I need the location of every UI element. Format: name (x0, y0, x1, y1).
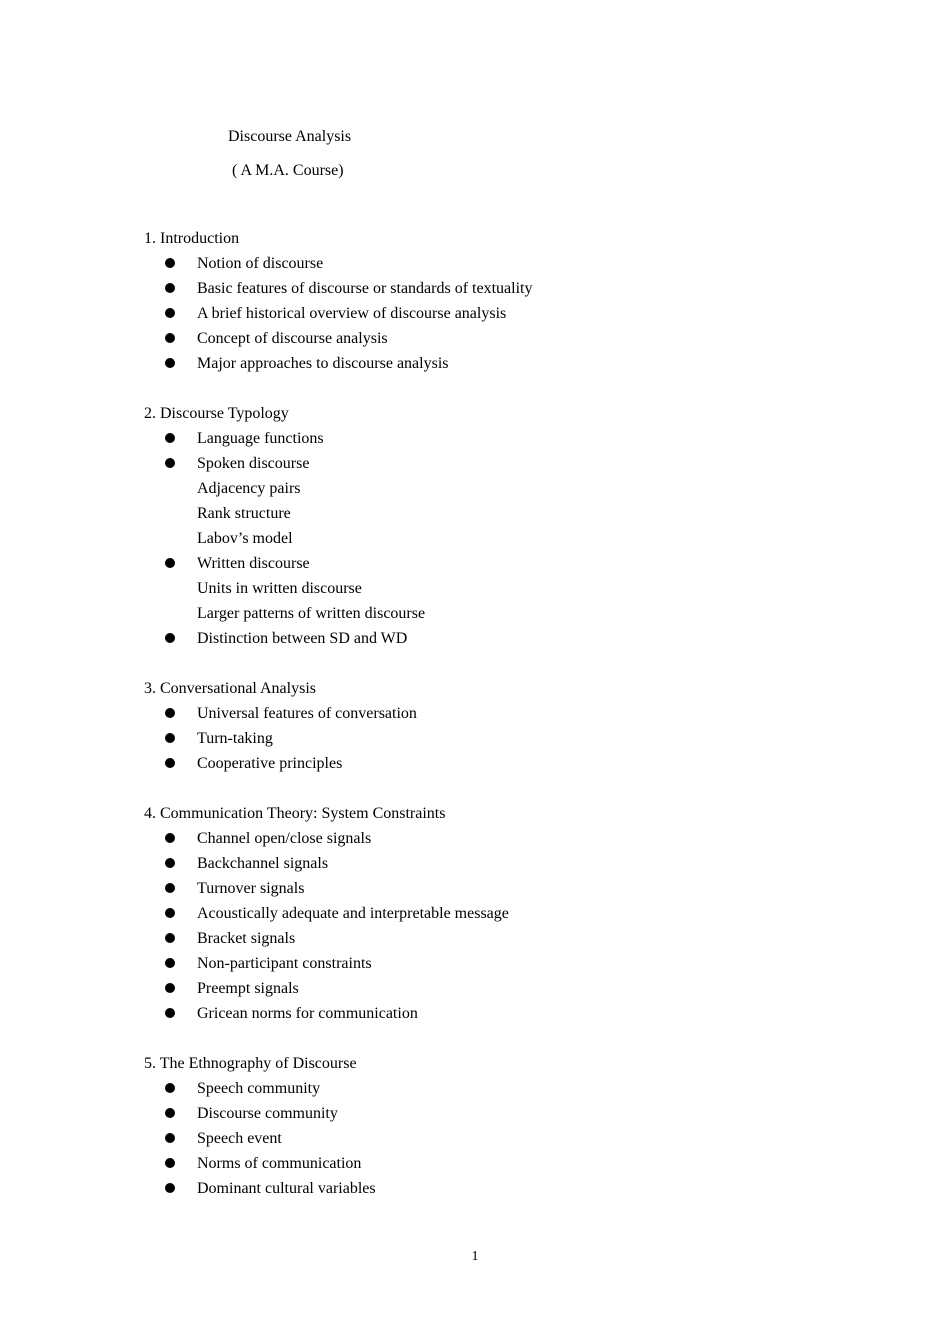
list-item (144, 1128, 844, 1153)
list-item (144, 328, 844, 353)
course-outline (144, 228, 844, 1228)
bullet-dot-icon (165, 283, 175, 293)
list-item (144, 1178, 844, 1203)
bullet-dot-icon (165, 558, 175, 568)
list-item (144, 928, 844, 953)
list-item-text: Gricean norms for communication (197, 1005, 418, 1022)
page-number: 1 (471, 1249, 479, 1264)
outline-section (144, 678, 844, 778)
list-item-text: Non-participant constraints (197, 955, 372, 972)
section-heading: 4. Communication Theory: System Constraints (144, 805, 446, 822)
list-item-text: Rank structure (197, 505, 291, 522)
bullet-dot-icon (165, 733, 175, 743)
list-item (144, 353, 844, 378)
list-item (144, 853, 844, 878)
list-item-text: Dominant cultural variables (197, 1180, 376, 1197)
bullet-dot-icon (165, 958, 175, 968)
bullet-dot-icon (165, 1158, 175, 1168)
bullet-dot-icon (165, 1133, 175, 1143)
list-item-text: Channel open/close signals (197, 830, 372, 847)
list-item (144, 878, 844, 903)
list-item-text: Backchannel signals (197, 855, 329, 872)
section-heading: 1. Introduction (144, 230, 240, 247)
list-item (144, 528, 844, 553)
list-item-text: Distinction between SD and WD (197, 630, 408, 647)
list-item-text: Norms of communication (197, 1155, 362, 1172)
list-item-text: A brief historical overview of discourse analysis (197, 305, 507, 322)
list-item (144, 1103, 844, 1128)
list-item-text: Language functions (197, 430, 324, 447)
list-item-text: Notion of discourse (197, 255, 324, 272)
bullet-dot-icon (165, 908, 175, 918)
list-item (144, 903, 844, 928)
outline-section (144, 403, 844, 653)
list-item (144, 728, 844, 753)
list-item (144, 1153, 844, 1178)
list-item (144, 628, 844, 653)
list-item (144, 453, 844, 478)
bullet-dot-icon (165, 1183, 175, 1193)
list-item (144, 278, 844, 303)
list-item-text: Discourse community (197, 1105, 338, 1122)
bullet-dot-icon (165, 1008, 175, 1018)
bullet-dot-icon (165, 708, 175, 718)
list-item-text: Turn-taking (197, 730, 273, 747)
bullet-dot-icon (165, 258, 175, 268)
list-item (144, 753, 844, 778)
list-item-text: Cooperative principles (197, 755, 343, 772)
list-item-text: Major approaches to discourse analysis (197, 355, 449, 372)
list-item-text: Labov’s model (197, 530, 293, 547)
bullet-dot-icon (165, 933, 175, 943)
list-item-text: Concept of discourse analysis (197, 330, 388, 347)
list-item (144, 253, 844, 278)
bullet-dot-icon (165, 883, 175, 893)
outline-section (144, 803, 844, 1028)
document-title: Discourse Analysis (228, 128, 352, 145)
section-heading: 3. Conversational Analysis (144, 680, 316, 697)
list-item (144, 978, 844, 1003)
bullet-dot-icon (165, 308, 175, 318)
outline-section (144, 228, 844, 378)
list-item (144, 603, 844, 628)
list-item (144, 703, 844, 728)
bullet-dot-icon (165, 358, 175, 368)
list-item (144, 578, 844, 603)
list-item-text: Speech event (197, 1130, 282, 1147)
bullet-dot-icon (165, 1108, 175, 1118)
list-item-text: Written discourse (197, 555, 310, 572)
list-item (144, 1003, 844, 1028)
bullet-dot-icon (165, 833, 175, 843)
list-item-text: Larger patterns of written discourse (197, 605, 426, 622)
list-item (144, 553, 844, 578)
bullet-dot-icon (165, 858, 175, 868)
list-item-text: Units in written discourse (197, 580, 362, 597)
list-item-text: Acoustically adequate and interpretable message (197, 905, 509, 922)
list-item (144, 1078, 844, 1103)
section-heading: 5. The Ethnography of Discourse (144, 1055, 357, 1072)
list-item-text: Bracket signals (197, 930, 296, 947)
list-item (144, 503, 844, 528)
list-item (144, 428, 844, 453)
list-item-text: Speech community (197, 1080, 321, 1097)
list-item (144, 303, 844, 328)
list-item-text: Spoken discourse (197, 455, 310, 472)
bullet-dot-icon (165, 1083, 175, 1093)
list-item (144, 478, 844, 503)
bullet-dot-icon (165, 333, 175, 343)
list-item-text: Preempt signals (197, 980, 299, 997)
list-item-text: Adjacency pairs (197, 480, 301, 497)
bullet-dot-icon (165, 458, 175, 468)
bullet-dot-icon (165, 983, 175, 993)
document-subtitle: ( A M.A. Course) (232, 162, 344, 179)
bullet-dot-icon (165, 758, 175, 768)
outline-section (144, 1053, 844, 1203)
section-heading: 2. Discourse Typology (144, 405, 289, 422)
list-item-text: Basic features of discourse or standards of textuality (197, 280, 533, 297)
bullet-dot-icon (165, 633, 175, 643)
list-item-text: Universal features of conversation (197, 705, 417, 722)
list-item (144, 953, 844, 978)
list-item (144, 828, 844, 853)
list-item-text: Turnover signals (197, 880, 305, 897)
bullet-dot-icon (165, 433, 175, 443)
